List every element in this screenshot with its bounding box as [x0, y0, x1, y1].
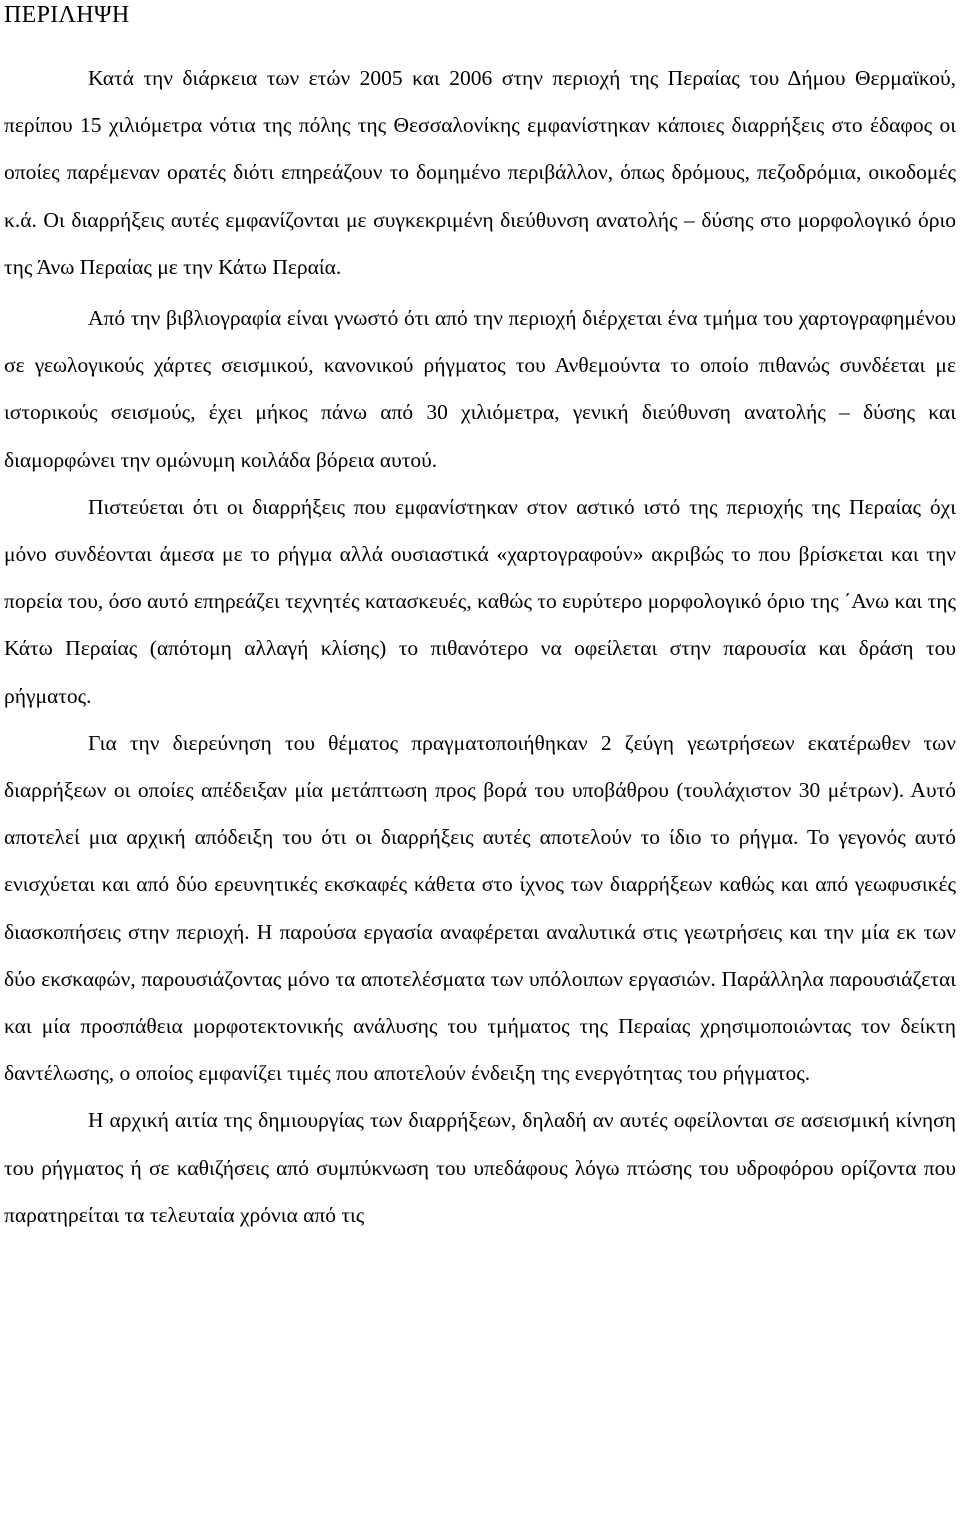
paragraph-5: Η αρχική αιτία της δημιουργίας των διαρρήξεων, δηλαδή αν αυτές οφείλονται σε ασεισμική κίνηση του ρήγματος ή σε καθιζήσεις από συμπύκνωση του υπεδάφους λόγω πτώσης του υδροφόρου ορίζοντα που παρατηρείται τα τελευταία χρόνια από τις: [4, 1108, 956, 1227]
paragraph-3: Πιστεύεται ότι οι διαρρήξεις που εμφανίστηκαν στον αστικό ιστό της περιοχής της Περαίας όχι μόνο συνδέονται άμεσα με το ρήγμα αλλά ουσιαστικά «χαρτογραφούν» ακριβώς το που βρίσκεται και την πορεία του, όσο αυτό επηρεάζει τεχνητές κατασκευές, καθώς το ευρύτερο μορφολογικό όριο της ΄Ανω και της Κάτω Περαίας (απότομη αλλαγή κλίσης) το πιθανότερο να οφείλεται στην παρουσία και δράση του ρήγματος.: [4, 494, 956, 708]
paragraph-4: Για την διερεύνηση του θέματος πραγματοποιήθηκαν 2 ζεύγη γεωτρήσεων εκατέρωθεν των διαρρήξεων οι οποίες απέδειξαν μία μετάπτωση προς βορά του υποβάθρου (τουλάχιστον 30 μέτρων). Αυτό αποτελεί μια αρχική απόδειξη του ότι οι διαρρήξεις αυτές αποτελούν το ίδιο το ρήγμα. Το γεγονός αυτό ενισχύεται και από δύο ερευνητικές εκσκαφές κάθετα στο ίχνος των διαρρήξεων καθώς και από γεωφυσικές διασκοπήσεις στην περιοχή. Η παρούσα εργασία αναφέρεται αναλυτικά στις γεωτρήσεις και την μία εκ των δύο εκσκαφών, παρουσιάζοντας μόνο τα αποτελέσματα των υπόλοιπων εργασιών. Παράλληλα παρουσιάζεται και μία προσπάθεια μορφοτεκτονικής ανάλυσης του τμήματος της Περαίας χρησιμοποιώντας τον δείκτη δαντέλωσης, ο οποίος εμφανίζει τιμές που αποτελούν ένδειξη της ενεργότητας του ρήγματος.: [4, 730, 956, 1086]
paragraph-1: Κατά την διάρκεια των ετών 2005 και 2006 στην περιοχή της Περαίας του Δήμου Θερμαϊκού, περίπου 15 χιλιόμετρα νότια της πόλης της Θεσσαλονίκης εμφανίστηκαν κάποιες διαρρήξεις στο έδαφος οι οποίες παρέμεναν ορατές διότι επηρεάζουν το δομημένο περιβάλλον, όπως δρόμους, πεζοδρόμια, οικοδομές κ.ά. Οι διαρρήξεις αυτές εμφανίζονται με συγκεκριμένη διεύθυνση ανατολής – δύσης στο μορφολογικό όριο της Άνω Περαίας με την Κάτω Περαία.: [4, 66, 956, 279]
document-page: [4, 0, 956, 1239]
abstract-heading: ΠΕΡΙΛΗΨΗ: [4, 2, 130, 28]
paragraph-2: Από την βιβλιογραφία είναι γνωστό ότι από την περιοχή διέρχεται ένα τμήμα του χαρτογραφημένου σε γεωλογικούς χάρτες σεισμικού, κανονικού ρήγματος του Ανθεμούντα το οποίο πιθανώς συνδέεται με ιστορικούς σεισμούς, έχει μήκος πάνω από 30 χιλιόμετρα, γενική διεύθυνση ανατολής – δύσης και διαμορφώνει την ομώνυμη κοιλάδα βόρεια αυτού.: [4, 306, 956, 472]
